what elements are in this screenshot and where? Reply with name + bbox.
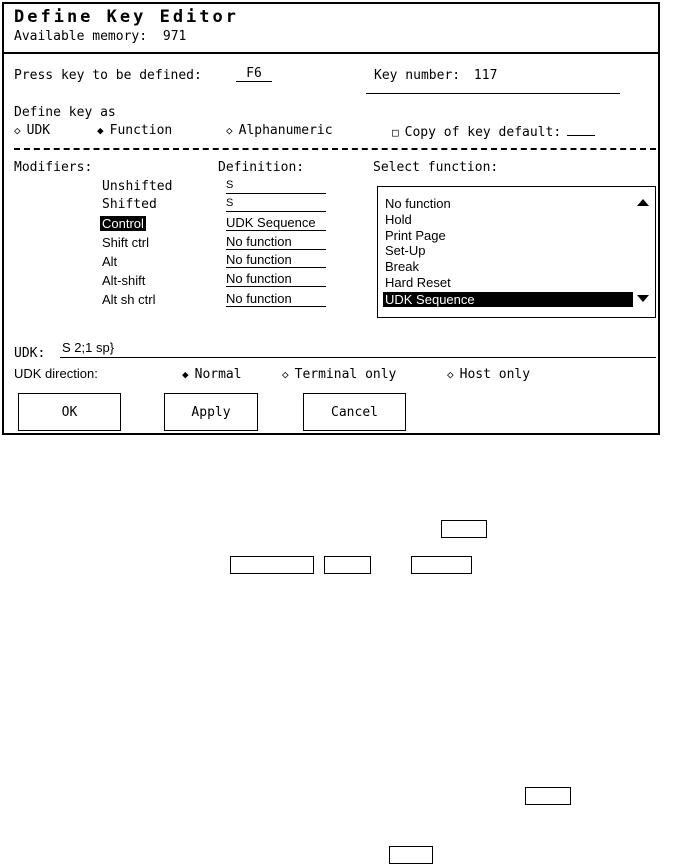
copy-key-default-field[interactable]: [567, 123, 595, 136]
copy-key-default-checkbox[interactable]: [392, 123, 595, 140]
modifier-alt-shift[interactable]: Alt-shift: [102, 273, 146, 288]
cancel-button[interactable]: Cancel: [303, 393, 406, 431]
key-number-box: [366, 64, 620, 94]
define-key-editor-dialog: [2, 2, 660, 435]
empty-key-box: [230, 556, 314, 574]
modifier-shift-ctrl[interactable]: Shift ctrl: [102, 235, 149, 250]
filled-diamond-icon: ◆: [182, 368, 189, 381]
direction-terminal-only[interactable]: [282, 367, 396, 382]
modifier-alt-sh-ctrl[interactable]: Alt sh ctrl: [102, 292, 156, 307]
ok-button[interactable]: OK: [18, 393, 121, 431]
filled-diamond-icon: ◆: [97, 124, 104, 137]
definition-alt-shift: No function: [226, 271, 326, 287]
function-option[interactable]: Hard Reset: [385, 275, 451, 290]
modifier-control[interactable]: Control: [102, 216, 144, 231]
memory-value: 971: [162, 29, 187, 44]
select-function-header: Select function:: [373, 160, 499, 175]
key-number-value: 117: [473, 68, 498, 83]
apply-button[interactable]: Apply: [164, 393, 258, 431]
key-number-label: Key number:: [374, 68, 461, 83]
direction-normal-label: Normal: [194, 367, 242, 382]
option-udk-label: UDK: [26, 123, 51, 138]
hollow-diamond-icon: ◇: [14, 124, 21, 137]
checkbox-icon: □: [392, 126, 399, 139]
direction-normal[interactable]: [182, 367, 242, 382]
option-function[interactable]: [97, 123, 172, 138]
function-option[interactable]: Print Page: [385, 228, 446, 243]
press-key-field[interactable]: F6: [236, 66, 272, 82]
definition-alt-sh-ctrl: No function: [226, 291, 326, 307]
title-divider: [4, 52, 658, 54]
definition-shift-ctrl: No function: [226, 234, 326, 250]
option-udk[interactable]: [14, 123, 50, 138]
udk-divider: [60, 357, 656, 358]
copy-key-default-label: Copy of key default:: [404, 125, 562, 140]
scroll-up-arrow-icon[interactable]: [637, 199, 649, 206]
direction-host-only[interactable]: [447, 367, 530, 382]
function-option[interactable]: No function: [385, 196, 451, 211]
definition-header: Definition:: [218, 160, 305, 175]
dialog-title: Define Key Editor: [14, 7, 239, 27]
hollow-diamond-icon: ◇: [282, 368, 289, 381]
direction-terminal-only-label: Terminal only: [294, 367, 397, 382]
function-option[interactable]: Hold: [385, 212, 412, 227]
definition-control: UDK Sequence: [226, 215, 326, 231]
modifier-unshifted[interactable]: Unshifted: [102, 179, 173, 194]
memory-label: Available memory:: [14, 29, 148, 44]
available-memory: [14, 29, 186, 44]
empty-key-box: [324, 556, 371, 574]
empty-key-box: [525, 787, 571, 805]
udk-direction-label: UDK direction:: [14, 366, 98, 381]
hollow-diamond-icon: ◇: [226, 124, 233, 137]
empty-key-box: [411, 556, 472, 574]
option-alphanumeric[interactable]: [226, 123, 333, 138]
definition-shifted: S: [226, 196, 326, 212]
modifier-alt[interactable]: Alt: [102, 254, 118, 269]
key-number: [374, 68, 497, 83]
press-key-label: Press key to be defined:: [14, 68, 202, 83]
definition-alt: No function: [226, 252, 326, 268]
udk-label: UDK:: [14, 346, 46, 361]
function-listbox[interactable]: [377, 186, 656, 318]
modifier-shifted[interactable]: Shifted: [102, 197, 157, 212]
hollow-diamond-icon: ◇: [447, 368, 454, 381]
function-option-selected[interactable]: UDK Sequence: [383, 292, 633, 307]
definition-unshifted: S: [226, 178, 326, 194]
define-key-as-label: Define key as: [14, 105, 116, 120]
empty-key-box: [441, 520, 487, 538]
dashed-divider: [14, 148, 656, 150]
direction-host-only-label: Host only: [459, 367, 531, 382]
scroll-down-arrow-icon[interactable]: [637, 295, 649, 302]
function-option[interactable]: Break: [385, 259, 419, 274]
option-alphanumeric-label: Alphanumeric: [238, 123, 333, 138]
option-function-label: Function: [109, 123, 173, 138]
modifiers-header: Modifiers:: [14, 160, 93, 175]
empty-key-box: [389, 846, 433, 864]
function-option[interactable]: Set-Up: [385, 243, 426, 258]
udk-field[interactable]: S 2;1 sp}: [62, 340, 115, 355]
